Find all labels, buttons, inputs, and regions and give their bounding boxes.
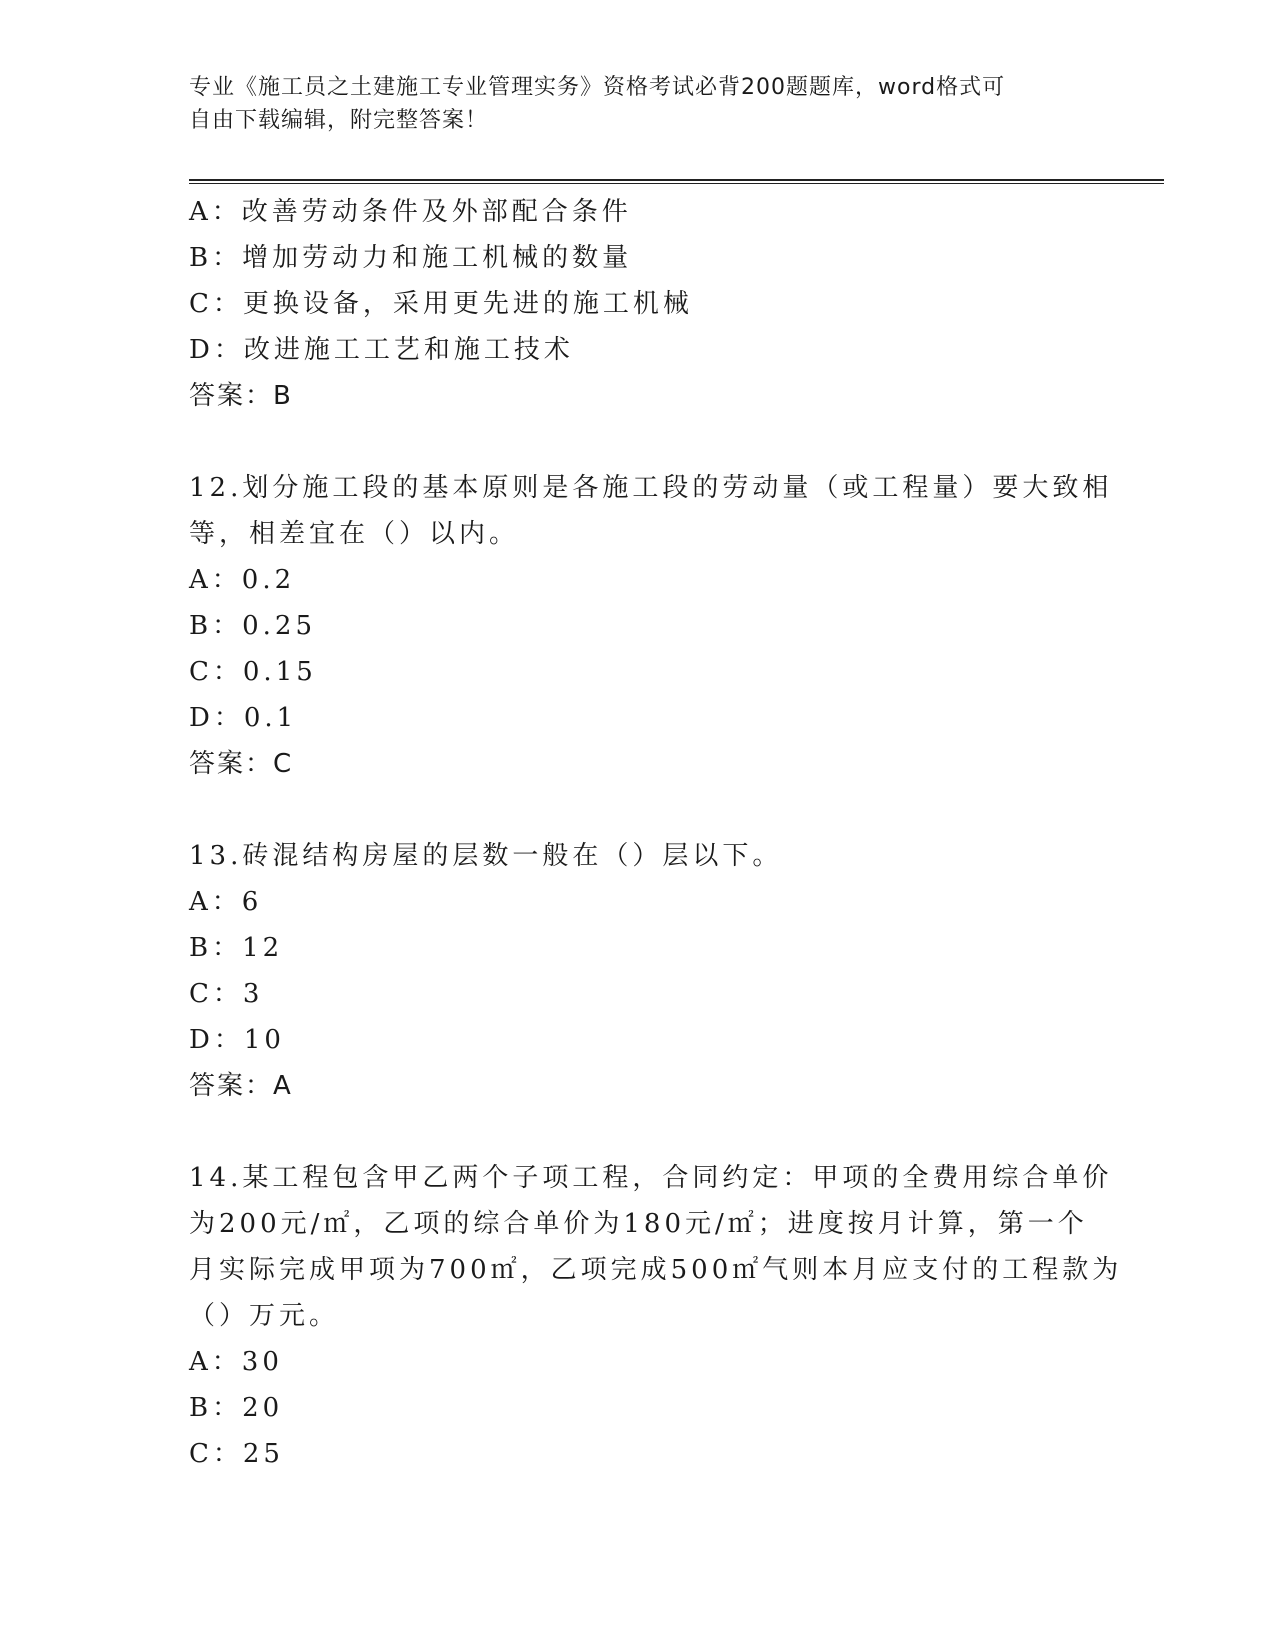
- question-list: [189, 189, 1123, 1477]
- option-c: C：0.15: [189, 657, 317, 687]
- document-header: [189, 71, 1089, 137]
- question-12: [189, 465, 1113, 787]
- option-a: A：30: [189, 1347, 283, 1377]
- question-14: [189, 1155, 1123, 1477]
- answer: 答案：A: [189, 1071, 293, 1101]
- spacer: [189, 787, 1089, 833]
- option-c: C：25: [189, 1439, 284, 1469]
- option-a: A：改善劳动条件及外部配合条件: [189, 197, 632, 227]
- spacer: [189, 419, 1089, 465]
- question-stem: 月实际完成甲项为700㎡，乙项完成500㎡气则本月应支付的工程款为: [189, 1255, 1123, 1285]
- answer: 答案：B: [189, 381, 293, 411]
- header-line-2: 自由下载编辑，附完整答案！: [189, 108, 489, 133]
- header-line-1: 专业《施工员之土建施工专业管理实务》资格考试必背200题题库，word格式可: [189, 75, 1006, 100]
- option-d: D：10: [189, 1025, 285, 1055]
- question-stem: 13.砖混结构房屋的层数一般在（）层以下。: [189, 841, 783, 871]
- option-b: B：0.25: [189, 611, 316, 641]
- option-c: C：更换设备，采用更先进的施工机械: [189, 289, 693, 319]
- question-stem: 14.某工程包含甲乙两个子项工程，合同约定：甲项的全费用综合单价: [189, 1163, 1113, 1193]
- question-11: [189, 189, 1089, 419]
- question-stem: 为200元/㎡，乙项的综合单价为180元/㎡；进度按月计算，第一个: [189, 1209, 1088, 1239]
- option-c: C：3: [189, 979, 264, 1009]
- option-b: B：12: [189, 933, 284, 963]
- option-d: D：改进施工工艺和施工技术: [189, 335, 574, 365]
- question-stem: （）万元。: [189, 1301, 340, 1331]
- option-a: A：0.2: [189, 565, 296, 595]
- option-a: A：6: [189, 887, 263, 917]
- question-stem: 等，相差宜在（）以内。: [189, 519, 520, 549]
- option-b: B：增加劳动力和施工机械的数量: [189, 243, 633, 273]
- header-divider: [189, 179, 1164, 184]
- question-stem: 12.划分施工段的基本原则是各施工段的劳动量（或工程量）要大致相: [189, 473, 1113, 503]
- option-b: B：20: [189, 1393, 284, 1423]
- spacer: [189, 1109, 1089, 1155]
- answer: 答案：C: [189, 749, 294, 779]
- option-d: D：0.1: [189, 703, 298, 733]
- question-13: [189, 833, 1089, 1109]
